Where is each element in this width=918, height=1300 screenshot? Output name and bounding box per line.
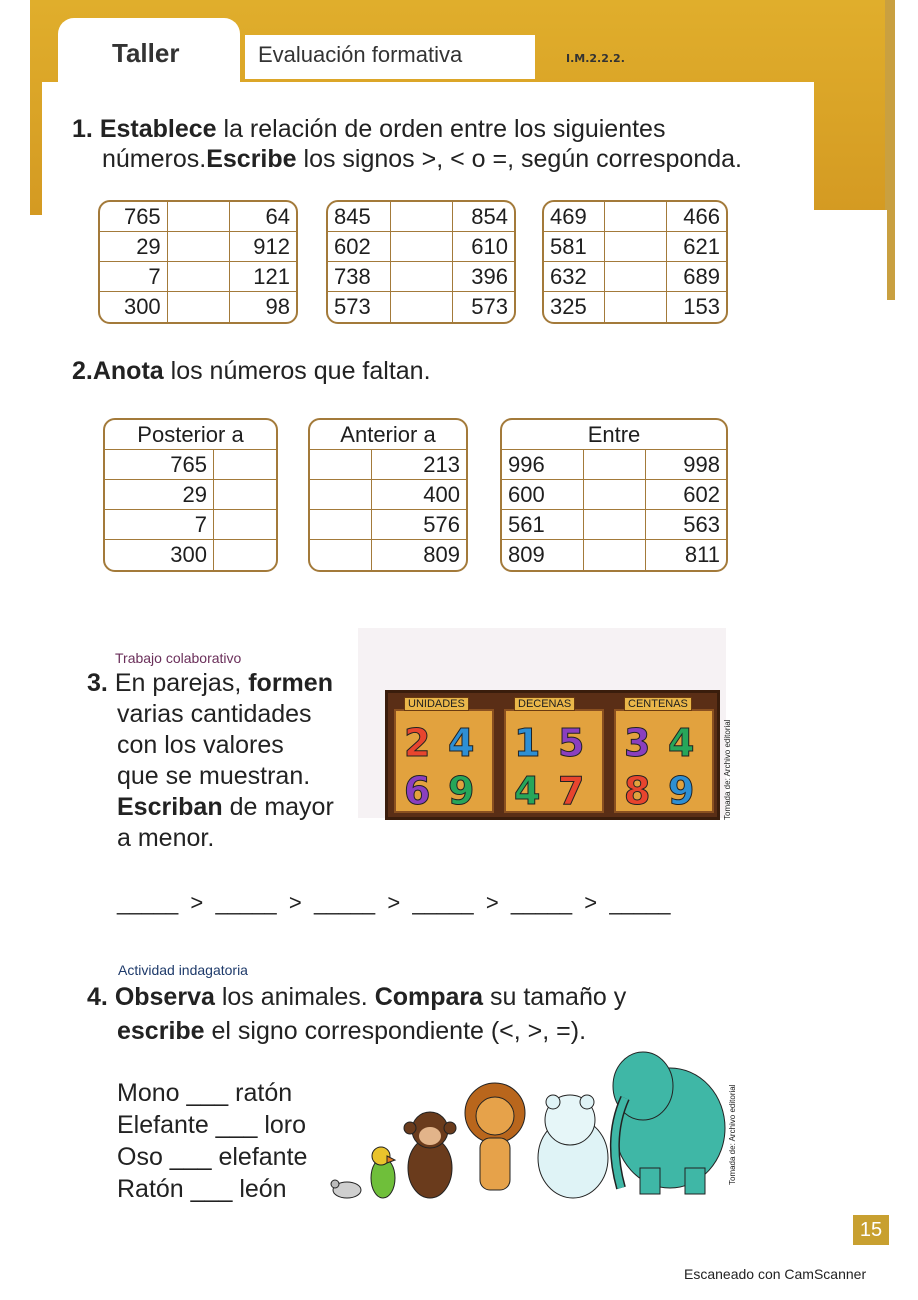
answer-cell[interactable] xyxy=(214,450,276,480)
given-number: 300 xyxy=(105,540,214,570)
table-row xyxy=(328,292,514,322)
table-row xyxy=(105,510,276,540)
q1-text-3: los signos >, < o =, según corresponda. xyxy=(303,145,742,173)
curriculum-code: I.M.2.2.2. xyxy=(566,52,625,65)
animal-comparisons xyxy=(117,1077,307,1205)
given-number: 7 xyxy=(105,510,214,540)
right-number: 621 xyxy=(667,232,726,262)
high-number: 998 xyxy=(646,450,726,480)
answer-cell[interactable] xyxy=(584,510,646,540)
q1-verb: Establece xyxy=(99,115,217,143)
collab-label: Trabajo colaborativo xyxy=(115,650,242,666)
sign-answer-cell[interactable] xyxy=(391,202,453,232)
q3-text-5: de mayor xyxy=(229,793,334,821)
sign-answer-cell[interactable] xyxy=(168,262,230,292)
anterior-header: Anterior a xyxy=(310,420,466,450)
q2-number: 2. xyxy=(72,357,93,385)
left-number: 738 xyxy=(328,262,391,292)
q3-text-1: En parejas, xyxy=(114,669,242,697)
anterior-table xyxy=(308,418,468,572)
table-row xyxy=(544,232,726,262)
right-number: 64 xyxy=(230,202,296,232)
place-value-slot xyxy=(394,698,494,813)
digit-card: 4 xyxy=(514,769,541,813)
digit-card: 5 xyxy=(558,721,585,765)
elephant-icon xyxy=(613,1052,725,1194)
question-1 xyxy=(72,114,742,174)
answer-cell[interactable] xyxy=(584,540,646,570)
given-number: 29 xyxy=(105,480,214,510)
animals-illustration xyxy=(325,1018,730,1218)
right-number: 689 xyxy=(667,262,726,292)
q4-number: 4. xyxy=(87,983,108,1011)
right-number: 98 xyxy=(265,294,290,319)
right-number: 153 xyxy=(683,294,720,319)
q4-verb-2: Compara xyxy=(374,983,484,1011)
table-row xyxy=(105,450,276,480)
table-row xyxy=(105,540,276,570)
posterior-table xyxy=(103,418,278,572)
q3-verb-2: Escriban xyxy=(117,793,223,821)
table-row xyxy=(105,480,276,510)
table-row xyxy=(328,262,514,292)
given-number: 576 xyxy=(372,510,466,540)
high-number: 811 xyxy=(684,542,720,567)
comparison-4[interactable]: Ratón ___ león xyxy=(117,1175,287,1203)
table-row xyxy=(310,510,466,540)
answer-cell[interactable] xyxy=(310,450,372,480)
sign-answer-cell[interactable] xyxy=(605,232,667,262)
bear-icon xyxy=(538,1095,608,1198)
parrot-icon xyxy=(371,1147,395,1198)
order-answer-blanks[interactable]: _____ > _____ > _____ > _____ > _____ > _____ xyxy=(117,890,671,915)
left-number: 469 xyxy=(544,202,605,232)
q4-verb-1: Observa xyxy=(114,983,215,1011)
research-label: Actividad indagatoria xyxy=(118,962,248,978)
table-row xyxy=(100,292,296,322)
right-number: 912 xyxy=(230,232,296,262)
comparison-3[interactable]: Oso ___ elefante xyxy=(117,1143,308,1171)
question-2 xyxy=(72,356,431,386)
right-number: 854 xyxy=(453,202,514,232)
table-row xyxy=(310,480,466,510)
left-number: 765 xyxy=(100,202,168,232)
answer-cell[interactable] xyxy=(310,510,372,540)
digit-card: 9 xyxy=(448,769,475,813)
order-table-1 xyxy=(98,200,298,324)
image-credit-2: Tomada de: Archivo editorial xyxy=(728,1084,737,1185)
digit-card: 9 xyxy=(668,769,695,813)
digit-card: 2 xyxy=(404,721,431,765)
table-row xyxy=(310,450,466,480)
low-number: 996 xyxy=(502,450,584,480)
place-value-slot xyxy=(614,698,714,813)
left-number: 300 xyxy=(100,292,168,322)
comparison-2[interactable]: Elefante ___ loro xyxy=(117,1111,307,1139)
left-number: 602 xyxy=(328,232,391,262)
low-number: 600 xyxy=(502,480,584,510)
answer-cell[interactable] xyxy=(214,480,276,510)
left-number: 632 xyxy=(544,262,605,292)
place-value-slot xyxy=(504,698,604,813)
sign-answer-cell[interactable] xyxy=(605,292,667,322)
monkey-icon xyxy=(404,1112,456,1198)
answer-cell[interactable] xyxy=(310,480,372,510)
order-table-3 xyxy=(542,200,728,324)
right-number: 466 xyxy=(667,202,726,232)
q2-verb: Anota xyxy=(92,357,164,385)
right-number: 396 xyxy=(453,262,514,292)
given-number: 765 xyxy=(105,450,214,480)
sign-answer-cell[interactable] xyxy=(391,292,453,322)
order-table-2 xyxy=(326,200,516,324)
q3-text-3: con los valores xyxy=(117,731,284,759)
q3-text-4: que se muestran. xyxy=(117,762,311,790)
answer-cell[interactable] xyxy=(584,450,646,480)
low-number: 809 xyxy=(502,540,584,570)
place-value-box-illustration xyxy=(385,690,720,820)
scanner-watermark: Escaneado con CamScanner xyxy=(684,1266,867,1282)
question-3 xyxy=(87,668,334,854)
posterior-header: Posterior a xyxy=(105,420,276,450)
right-number: 573 xyxy=(471,294,508,319)
digit-card: 8 xyxy=(624,769,651,813)
table-row xyxy=(100,202,296,232)
table-row xyxy=(502,480,726,510)
q3-text-6: a menor. xyxy=(117,824,215,852)
section-title: Taller xyxy=(112,38,180,68)
mouse-icon xyxy=(331,1180,361,1198)
left-number: 7 xyxy=(100,262,168,292)
q4-verb-3: escribe xyxy=(117,1017,205,1045)
table-row xyxy=(100,262,296,292)
q4-text-3: el signo correspondiente (<, >, =). xyxy=(211,1017,587,1045)
q1-text-2: números. xyxy=(102,145,207,173)
lion-icon xyxy=(465,1083,525,1190)
digit-card: 6 xyxy=(404,769,431,813)
sign-answer-cell[interactable] xyxy=(605,262,667,292)
table-row xyxy=(502,540,726,570)
q3-number: 3. xyxy=(87,669,108,697)
sign-answer-cell[interactable] xyxy=(391,232,453,262)
table-row xyxy=(544,262,726,292)
given-number: 400 xyxy=(372,480,466,510)
entre-table xyxy=(500,418,728,572)
q3-text-2: varias cantidades xyxy=(117,700,312,728)
q2-text: los números que faltan. xyxy=(170,357,431,385)
high-number: 563 xyxy=(646,510,726,540)
table-row xyxy=(502,450,726,480)
answer-cell[interactable] xyxy=(214,510,276,540)
sign-answer-cell[interactable] xyxy=(168,232,230,262)
slot-label: UNIDADES xyxy=(404,697,469,711)
sign-answer-cell[interactable] xyxy=(168,202,230,232)
answer-cell[interactable] xyxy=(214,540,276,570)
q1-verb-2: Escribe xyxy=(206,145,297,173)
right-number: 121 xyxy=(230,262,296,292)
slot-label: DECENAS xyxy=(514,697,575,711)
sign-answer-cell[interactable] xyxy=(605,202,667,232)
left-number: 573 xyxy=(328,292,391,322)
table-row xyxy=(100,232,296,262)
high-number: 602 xyxy=(646,480,726,510)
slot-label: CENTENAS xyxy=(624,697,692,711)
q4-text-1: los animales. xyxy=(221,983,368,1011)
digit-card: 4 xyxy=(668,721,695,765)
sign-answer-cell[interactable] xyxy=(168,292,230,322)
sign-answer-cell[interactable] xyxy=(391,262,453,292)
digit-card: 1 xyxy=(514,721,541,765)
table-row xyxy=(502,510,726,540)
given-number: 213 xyxy=(372,450,466,480)
q4-text-2: su tamaño y xyxy=(490,983,627,1011)
digit-card: 4 xyxy=(448,721,475,765)
answer-cell[interactable] xyxy=(310,540,372,570)
left-number: 325 xyxy=(544,292,605,322)
table-row xyxy=(310,540,466,570)
q1-number: 1. xyxy=(72,115,93,143)
digit-card: 7 xyxy=(558,769,585,813)
table-row xyxy=(544,202,726,232)
low-number: 561 xyxy=(502,510,584,540)
entre-header: Entre xyxy=(502,420,726,450)
given-number: 809 xyxy=(423,542,460,567)
table-row xyxy=(328,232,514,262)
q3-verb-1: formen xyxy=(248,669,333,697)
left-number: 845 xyxy=(328,202,391,232)
table-row xyxy=(544,292,726,322)
table-row xyxy=(328,202,514,232)
image-credit-1: Tomada de: Archivo editorial xyxy=(723,719,732,820)
page-number: 15 xyxy=(853,1215,889,1245)
digit-card: 3 xyxy=(624,721,651,765)
section-subtitle: Evaluación formativa xyxy=(258,42,463,67)
left-number: 29 xyxy=(100,232,168,262)
left-number: 581 xyxy=(544,232,605,262)
q1-text: la relación de orden entre los siguientes xyxy=(223,115,666,143)
answer-cell[interactable] xyxy=(584,480,646,510)
comparison-1[interactable]: Mono ___ ratón xyxy=(117,1079,293,1107)
right-number: 610 xyxy=(453,232,514,262)
